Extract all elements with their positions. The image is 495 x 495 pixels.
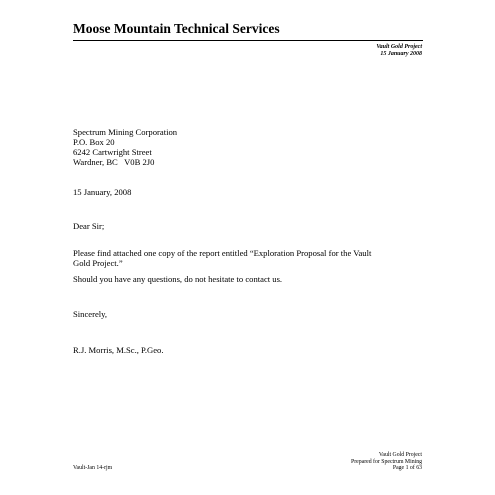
paragraph-line: Please find attached one copy of the report entitled “Exploration Proposal for the Vault: [73, 248, 372, 258]
recipient-line: 6242 Cartwright Street: [73, 147, 152, 157]
footer-page-number: Page 1 of 63: [392, 465, 422, 471]
paragraph-line: Gold Project.”: [73, 258, 123, 268]
signature: R.J. Morris, M.Sc., P.Geo.: [73, 345, 164, 355]
salutation: Dear Sir;: [73, 221, 105, 231]
footer-doc-id: Vault-Jan 14-rjm: [73, 465, 113, 471]
recipient-line: Spectrum Mining Corporation: [73, 127, 178, 137]
recipient-address: [73, 127, 177, 167]
company-name: Moose Mountain Technical Services: [73, 21, 280, 36]
header-project: Vault Gold Project: [376, 44, 422, 50]
closing: Sincerely,: [73, 309, 108, 319]
letter-date: 15 January, 2008: [73, 187, 132, 197]
header-project-info: [376, 44, 422, 58]
footer-info: [351, 452, 422, 472]
recipient-line: Wardner, BC V0B 2J0: [73, 157, 155, 167]
footer-project: Vault Gold Project: [378, 452, 422, 458]
header-rule: [73, 40, 423, 41]
header-date: 15 January 2008: [380, 51, 422, 57]
paragraph-contact: Should you have any questions, do not hesitate to contact us.: [73, 274, 283, 284]
footer-prepared-for: Prepared for Spectrum Mining: [351, 458, 422, 465]
recipient-line: P.O. Box 20: [73, 137, 115, 147]
paragraph-report: [73, 248, 371, 268]
